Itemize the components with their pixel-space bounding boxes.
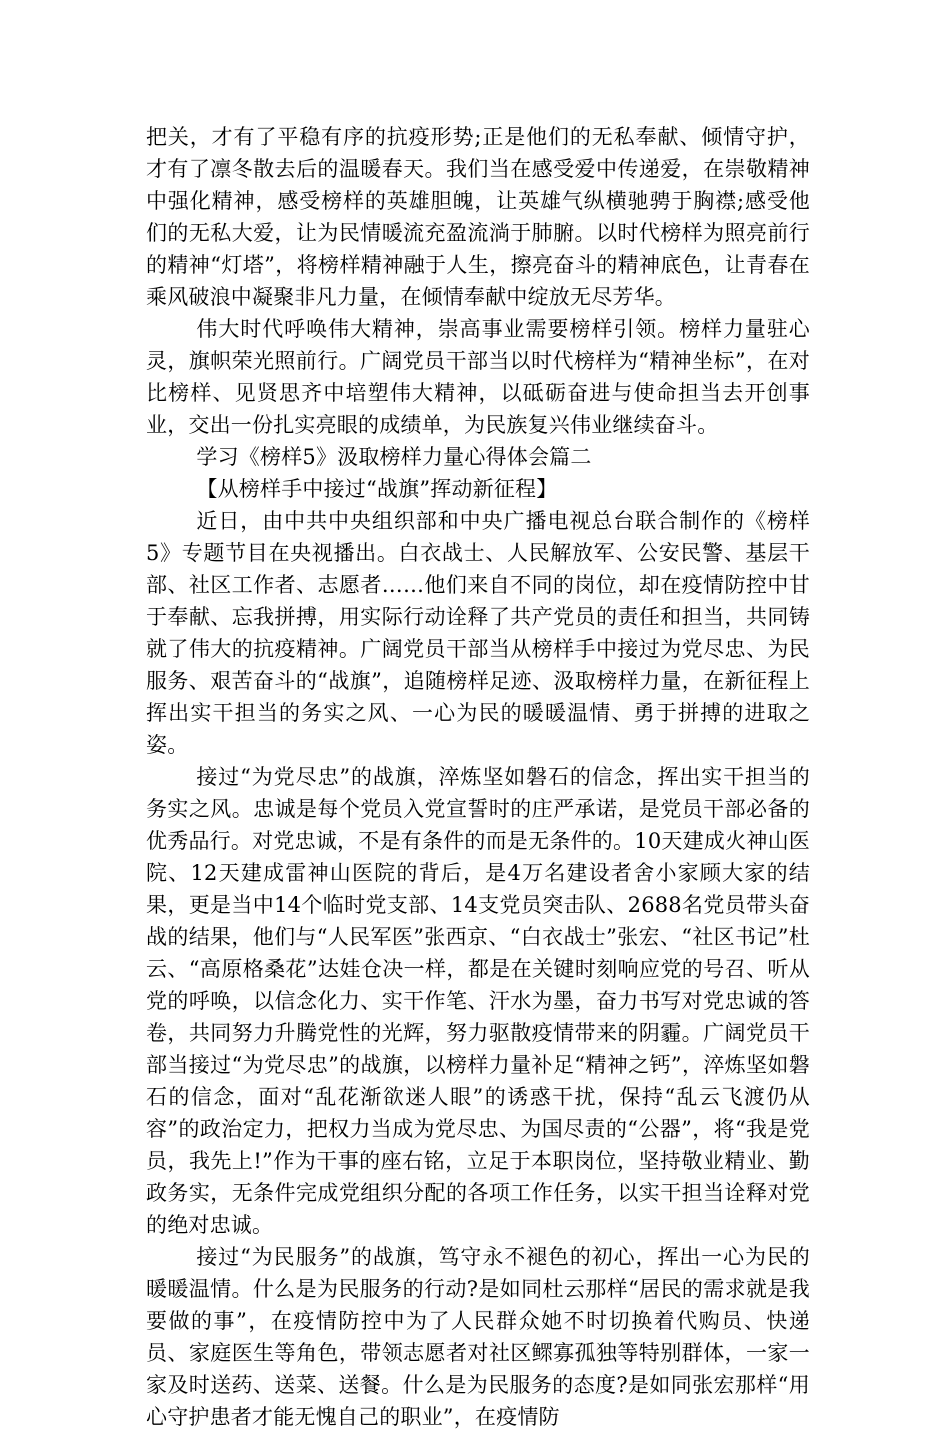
paragraph-intro: 近日，由中共中央组织部和中央广播电视总台联合制作的《榜样5》专题节目在央视播出。白衣战士、人民解放军、公安民警、基层干部、社区工作者、志愿者……他们来自不同的岗位，却在疫情防控中甘于奉献、忘我拼搏，用实际行动诠释了共产党员的责任和担当，共同铸就了伟大的抗疫精神。广阔党员干部当从榜样手中接过为党尽忠、为民服务、艰苦奋斗的“战旗”，追随榜样足迹、汲取榜样力量，在新征程上挥出实干担当的务实之风、一心为民的暖暖温情、勇于拼搏的进取之姿。 [146, 509, 810, 757]
paragraph-serve-people: 接过“为民服务”的战旗，笃守永不褪色的初心，挥出一心为民的暖暖温情。什么是为民服务的行动?是如同杜云那样“居民的需求就是我要做的事”，在疫情防控中为了人民群众她不时切换着代购员、快递员、家庭医生等角色，带领志愿者对社区鳏寡孤独等特别群体，一家一家及时送药、送菜、送餐。什么是为民服务的态度?是如同张宏那样“用心守护患者才能无愧自己的职业”，在疫情防 [146, 1245, 810, 1429]
paragraph-loyalty: 接过“为党尽忠”的战旗，淬炼坚如磐石的信念，挥出实干担当的务实之风。忠诚是每个党员入党宣誓时的庄严承诺，是党员干部必备的优秀品行。对党忠诚，不是有条件的而是无条件的。10天建成火神山医院、12天建成雷神山医院的背后，是4万名建设者舍小家顾大家的结果，更是当中14个临时党支部、14支党员突击队、2688名党员带头奋战的结果，他们与“人民军医”张西京、“白衣战士”张宏、“社区书记”杜云、“高原格桑花”达娃仓决一样，都是在关键时刻响应党的号召、听从党的呼唤，以信念化力、实干作笔、汗水为墨，奋力书写对党忠诚的答卷，共同努力升腾党性的光辉，努力驱散疫情带来的阴霾。广阔党员干部当接过“为党尽忠”的战旗，以榜样力量补足“精神之钙”，淬炼坚如磐石的信念，面对“乱花渐欲迷人眼”的诱惑干扰，保持“乱云飞渡仍从容”的政治定力，把权力当成为党尽忠、为国尽责的“公器”，将“我是党员，我先上!”作为干事的座右铭，立足于本职岗位，坚持敬业精业、勤政务实，无条件完成党组织分配的各项工作任务，以实干担当诠释对党的绝对忠诚。 [146, 765, 810, 1237]
paragraph-continuation: 把关，才有了平稳有序的抗疫形势;正是他们的无私奉献、倾情守护，才有了凛冬散去后的温暖春天。我们当在感受爱中传递爱，在崇敬精神中强化精神，感受榜样的英雄胆魄，让英雄气纵横驰骋于胸襟;感受他们的无私大爱，让为民情暖流充盈流淌于肺腑。以时代榜样为照亮前行的精神“灯塔”，将榜样精神融于人生，擦亮奋斗的精神底色，让青春在乘风破浪中凝聚非凡力量，在倾情奉献中绽放无尽芳华。 [146, 125, 810, 309]
paragraph-great-spirit: 伟大时代呼唤伟大精神，崇高事业需要榜样引领。榜样力量驻心灵，旗帜荣光照前行。广阔党员干部当以时代榜样为“精神坐标”，在对比榜样、见贤思齐中培塑伟大精神，以砥砺奋进与使命担当去开创事业，交出一份扎实亮眼的成绩单，为民族复兴伟业继续奋斗。 [146, 317, 810, 437]
document-body [146, 121, 810, 1433]
section-title: 学习《榜样5》汲取榜样力量心得体会篇二 [196, 445, 592, 469]
section-subtitle: 【从榜样手中接过“战旗”挥动新征程】 [196, 477, 558, 501]
